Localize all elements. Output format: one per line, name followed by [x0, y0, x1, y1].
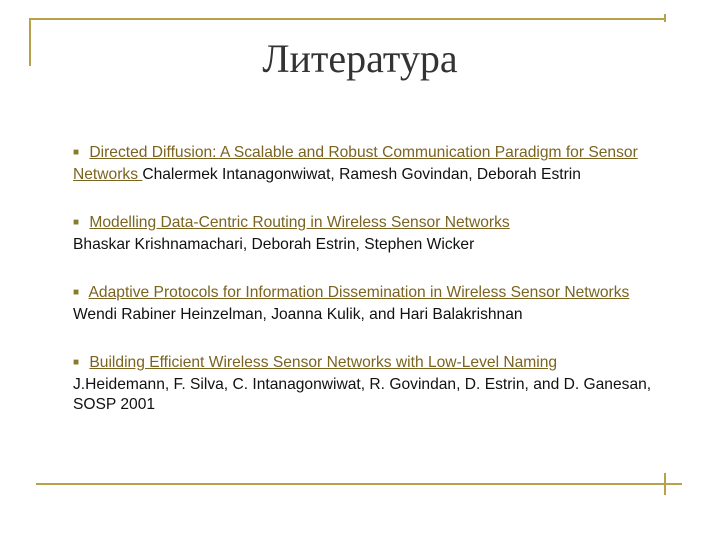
frame-top-line	[29, 18, 666, 20]
frame-bottom-line	[36, 483, 682, 485]
square-bullet-icon: ■	[73, 357, 80, 368]
square-bullet-icon: ■	[73, 287, 80, 298]
reference-authors: Bhaskar Krishnamachari, Deborah Estrin, Stephen Wicker	[73, 236, 475, 253]
reference-link[interactable]: Directed Diffusion: A Scalable and Robust Communication Paradigm for Sensor Networks	[73, 144, 638, 183]
reference-link[interactable]: Modelling Data-Centric Routing in Wireless Sensor Networks	[89, 214, 510, 231]
reference-link[interactable]: Building Efficient Wireless Sensor Networks with Low-Level Naming	[89, 354, 558, 371]
frame-bottom-tick	[664, 473, 666, 495]
frame-top-tick	[664, 14, 666, 22]
square-bullet-icon: ■	[73, 217, 80, 228]
reference-item	[73, 143, 673, 185]
reference-item	[73, 213, 673, 255]
reference-item	[73, 353, 673, 415]
reference-item	[73, 283, 673, 325]
reference-list	[73, 143, 673, 443]
reference-link[interactable]: Adaptive Protocols for Information Dissemination in Wireless Sensor Networks	[88, 284, 630, 301]
slide-title: Литература	[262, 36, 458, 81]
reference-authors: Wendi Rabiner Heinzelman, Joanna Kulik, and Hari Balakrishnan	[73, 306, 523, 323]
reference-authors: Chalermek Intanagonwiwat, Ramesh Govindan, Deborah Estrin	[142, 166, 581, 183]
reference-authors: J.Heidemann, F. Silva, C. Intanagonwiwat, R. Govindan, D. Estrin, and D. Ganesan, SOSP 2001	[73, 376, 652, 413]
square-bullet-icon: ■	[73, 147, 80, 158]
